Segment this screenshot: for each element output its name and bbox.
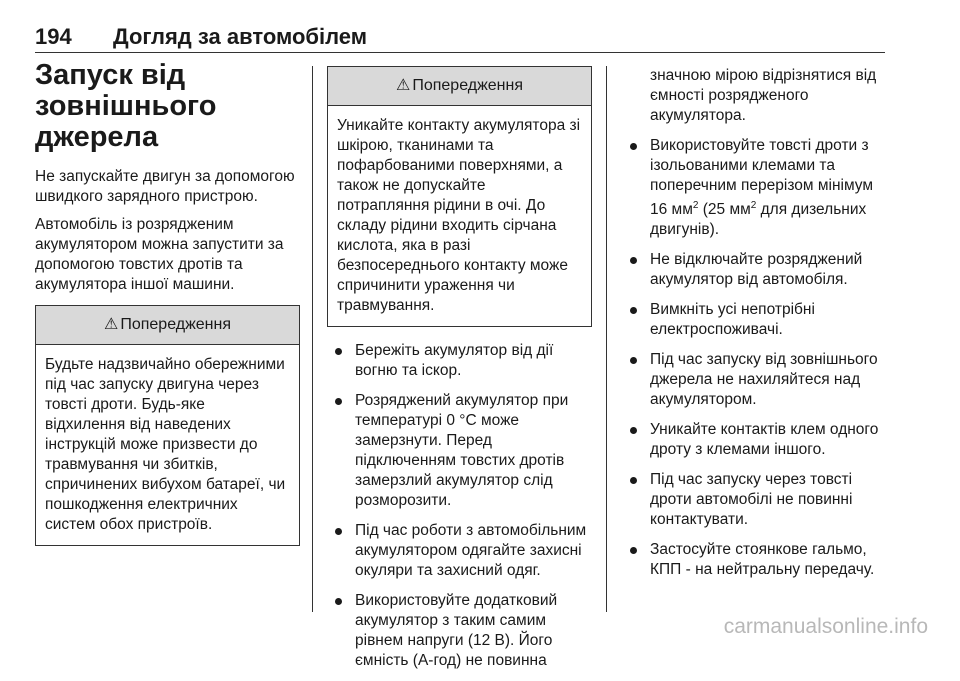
paragraph: Не запускайте двигун за допомогою швидкого зарядного пристрою. (35, 168, 295, 205)
column-divider (312, 66, 313, 612)
column-3 (622, 66, 892, 590)
list-item: Під час запуску від зовнішнього джерела не нахиляйтеся над акумулятором. (622, 350, 892, 410)
page-number: 194 (35, 24, 72, 49)
list-item: Не відключайте розряджений акумулятор від автомобіля. (622, 250, 892, 290)
paragraph: Автомобіль із розрядженим акумулятором можна запустити за допомогою товстих дротів та акумулятора іншої машини. (35, 216, 284, 293)
section-title: Запуск від зовнішнього джерела (35, 59, 217, 153)
warning-text: Будьте надзвичайно обережними під час запуску двигуна через товсті дроти. Будь-яке відхилення від наведених інструкцій може призвести до травмування чи збитків, спричинених вибухом батареї, чи пошкодження електричних систем обох пристроїв. (45, 356, 286, 533)
bullet-list (327, 341, 592, 671)
warning-header (36, 306, 299, 345)
warning-text: Уникайте контакту акумулятора зі шкірою, тканинами та пофарбованими поверхнями, а також не допускайте потрапляння рідини в очі. До складу рідини входить сірчана кислота, яка в разі безпосереднього контакту може спричинити ураження чи травмування. (337, 117, 581, 314)
column-2 (327, 66, 592, 681)
bullet-list (622, 66, 892, 580)
list-item: Вимкніть усі непотрібні електроспоживачі. (622, 300, 892, 340)
warning-title: Попередження (120, 316, 232, 333)
list-item: Уникайте контактів клем одного дроту з клемами іншого. (622, 420, 892, 460)
warning-title: Попередження (412, 77, 524, 94)
list-item: Використовуйте додатковий акумулятор з таким самим рівнем напруги (12 В). Його ємність (А-год) не повинна (327, 591, 592, 671)
warning-box (327, 66, 592, 327)
warning-icon: ⚠ (395, 77, 411, 94)
warning-box (35, 305, 300, 546)
list-item-continuation: значною мірою відрізнятися від ємності розрядженого акумулятора. (650, 67, 877, 124)
chapter-title: Догляд за автомобілем (113, 24, 368, 49)
warning-icon: ⚠ (103, 316, 119, 333)
warning-header (328, 67, 591, 106)
list-item: Використовуйте товсті дроти з ізольованими клемами та поперечним перерізом мінімум 16 $мм^2$ (25 $мм^2$ для дизельних двигунів). (622, 136, 892, 240)
list-item: Під час запуску через товсті дроти автомобілі не повинні контактувати. (622, 470, 892, 530)
page-header (35, 24, 885, 53)
column-divider (606, 66, 607, 612)
column-1 (35, 60, 300, 546)
list-item: Застосуйте стоянкове гальмо, КПП - на нейтральну передачу. (622, 540, 892, 580)
list-item: Під час роботи з автомобільним акумулятором одягайте захисні окуляри та захисний одяг. (327, 521, 592, 581)
watermark: carmanualsonline.info (723, 615, 928, 638)
list-item: Бережіть акумулятор від дії вогню та іскор. (327, 341, 592, 381)
list-item: Розряджений акумулятор при температурі 0 °C може замерзнути. Перед підключенням товстих дротів замерзлий акумулятор слід розморозити. (327, 391, 592, 511)
